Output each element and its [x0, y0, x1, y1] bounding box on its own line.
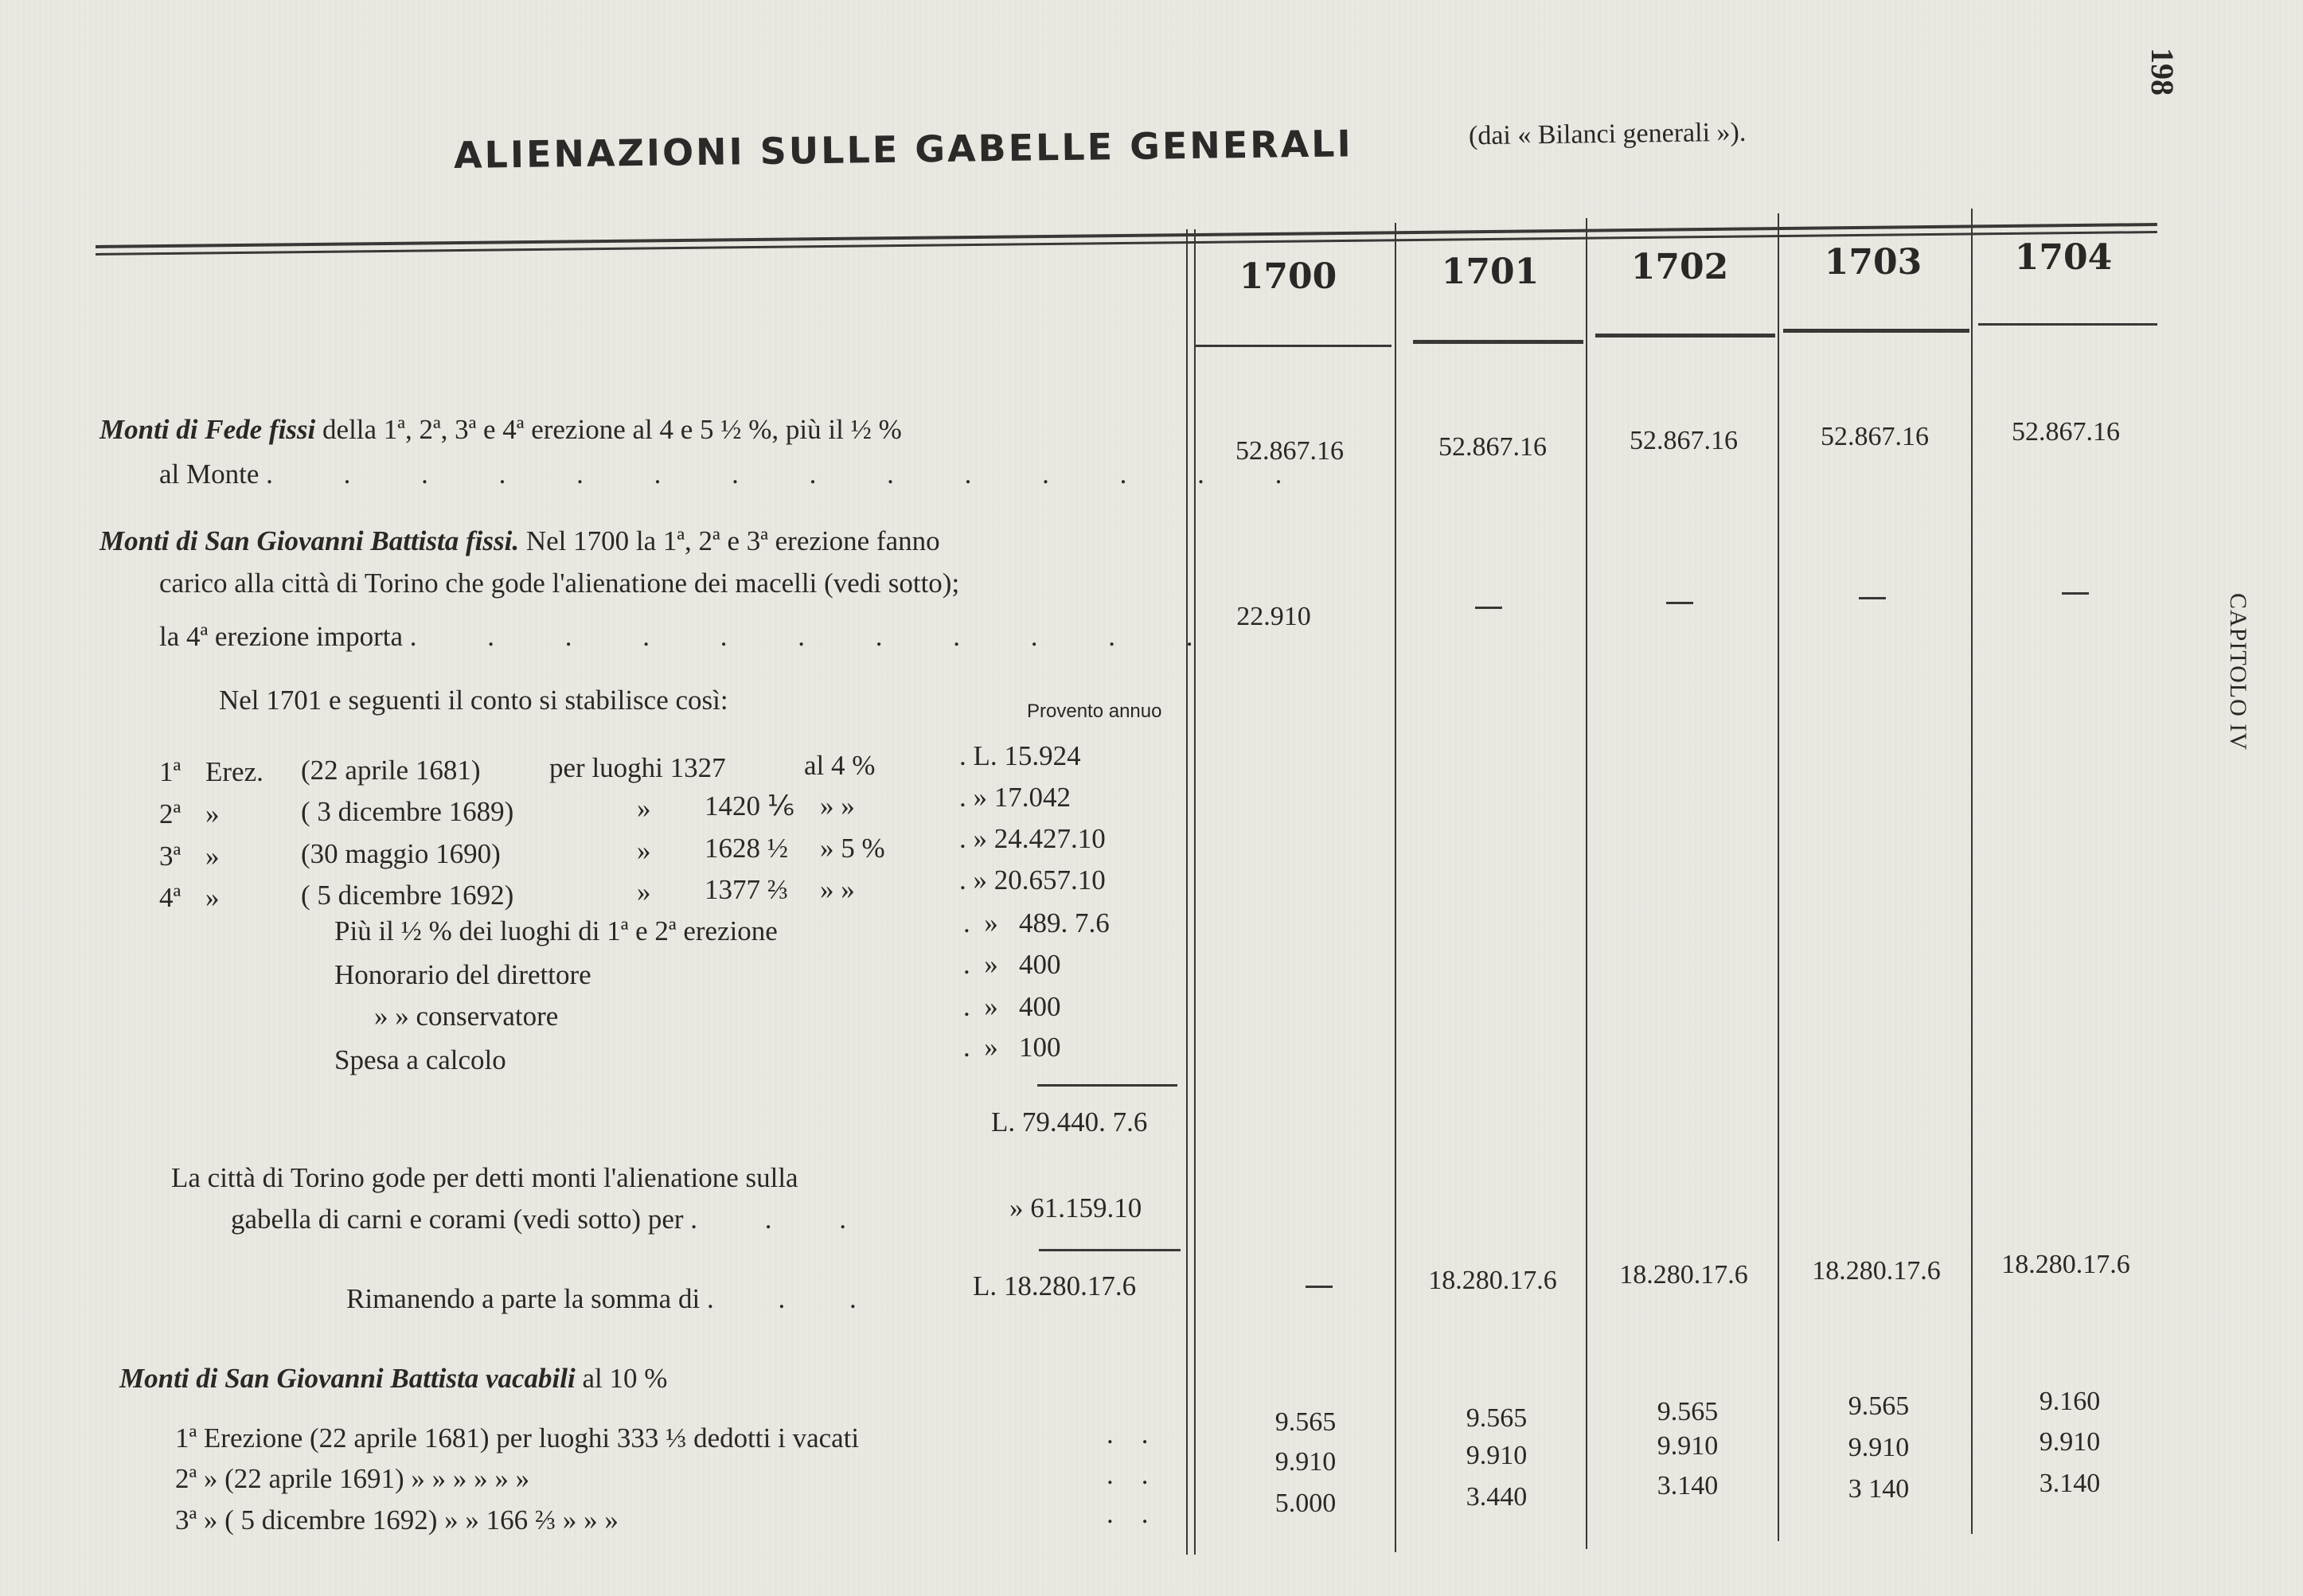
row-text: » [637, 835, 651, 866]
remaining-text: Rimanendo a parte la somma di [346, 1283, 701, 1314]
row-text: per luoghi 1327 [549, 752, 726, 783]
row-amount: . » 24.427.10 [959, 823, 1106, 854]
row-date: ( 3 dicembre 1689) [301, 796, 514, 827]
vacabili-3-1701: 3.440 [1466, 1482, 1528, 1512]
vacabili-2-1702: 9.910 [1657, 1431, 1719, 1461]
row-date: (22 aprile 1681) [301, 755, 481, 786]
subtotal-rule [1037, 1084, 1177, 1087]
monti-sgb-line3 [159, 621, 1225, 653]
row-rate: » » [820, 790, 855, 821]
row-ordinal: 3ª [159, 841, 182, 872]
remaining-1700-dash [1306, 1286, 1333, 1288]
remaining-1701: 18.280.17.6 [1428, 1266, 1557, 1295]
row-amount: . » 17.042 [959, 782, 1071, 813]
row-places: 1420 ⅙ [705, 790, 794, 821]
monti-sgb-1704-dash [2062, 592, 2089, 595]
column-divider-1702-1703 [1778, 213, 1779, 1541]
leader-dots: . . . . . . . . . . . . . . [266, 459, 1314, 490]
extra-spesa: Spesa a calcolo [334, 1044, 506, 1075]
leader-dots: . . . [706, 1283, 885, 1314]
amount: 489. 7.6 [1019, 907, 1110, 938]
row-ordinal: 2ª [159, 798, 182, 829]
vacabili-2-1704: 9.910 [2039, 1427, 2101, 1457]
torino-line1: La città di Torino gode per detti monti l'alienatione sulla [171, 1162, 798, 1193]
monti-fede-1702: 52.867.16 [1630, 426, 1738, 455]
remaining-1702: 18.280.17.6 [1619, 1260, 1748, 1290]
extra-conservatore-amount: . » 400 [963, 991, 1061, 1022]
column-divider-1700-1701 [1395, 223, 1396, 1552]
monti-sgb-1703-dash [1859, 597, 1886, 599]
vacabili-3-1704: 3.140 [2039, 1469, 2101, 1498]
monti-sgb-text1: Nel 1700 la 1ª, 2ª e 3ª erezione fanno [519, 525, 940, 556]
breakdown-total: L. 79.440. 7.6 [991, 1106, 1148, 1137]
torino-amount: » 61.159.10 [1009, 1192, 1142, 1223]
row-rate: » » [820, 874, 855, 905]
extra-direttore: Honorario del direttore [334, 959, 591, 990]
amount: 400 [1019, 949, 1061, 980]
monti-sgb-line2: carico alla città di Torino che gode l'alienatione dei macelli (vedi sotto); [159, 568, 960, 599]
year-underline-1700 [1196, 345, 1392, 347]
row-places: 1628 ½ [705, 833, 788, 864]
vacabili-heading-rest: al 10 % [575, 1363, 668, 1394]
extra-conservatore: » » conservatore [374, 1001, 559, 1032]
vacabili-heading-italic: Monti di San Giovanni Battista vacabili [119, 1363, 576, 1394]
vacabili-1-1704: 9.160 [2039, 1387, 2101, 1416]
vacabili-row-text: 3ª » ( 5 dicembre 1692) » » 166 ⅔ » » » [175, 1504, 619, 1536]
year-header-1704: 1704 [2014, 237, 2113, 278]
vacabili-3-1703: 3 140 [1848, 1474, 1910, 1504]
year-underline-1701 [1413, 340, 1583, 344]
torino-line2 [231, 1204, 876, 1235]
leader-dots: . . . . . . . . . . . [409, 621, 1225, 652]
remaining-1703: 18.280.17.6 [1812, 1256, 1941, 1286]
vacabili-heading [119, 1363, 667, 1395]
row-ordinal: 1ª [159, 756, 182, 787]
year-underline-1703 [1783, 329, 1969, 333]
monti-fede-label: al Monte [159, 459, 260, 490]
row-label: » [205, 882, 220, 913]
year-header-1702: 1702 [1630, 247, 1729, 287]
vacabili-row-text: 1ª Erezione (22 aprile 1681) per luoghi 333 ⅓ dedotti i vacati [175, 1422, 860, 1454]
monti-fede-1704: 52.867.16 [2012, 417, 2120, 447]
page-title: ALIENAZIONI SULLE GABELLE GENERALI [453, 122, 1354, 177]
chapter-label: CAPITOLO IV [2225, 593, 2251, 751]
column-divider-double-b [1194, 229, 1196, 1555]
page-subtitle: (dai « Bilanci generali »). [1468, 117, 1747, 151]
monti-fede-1703: 52.867.16 [1821, 422, 1929, 451]
row-label: » [205, 841, 220, 872]
leader-dots: . . [1107, 1418, 1149, 1450]
remaining-rule [1039, 1249, 1181, 1251]
vacabili-2-1703: 9.910 [1848, 1433, 1910, 1462]
extra-mezzo-percento: Più il ½ % dei luoghi di 1ª e 2ª erezione [334, 915, 778, 946]
extra-mezzo-percento-amount: . » 489. 7.6 [963, 907, 1110, 938]
monti-fede-text: della 1ª, 2ª, 3ª e 4ª erezione al 4 e 5 ½ %, più il ½ % [315, 414, 902, 445]
monti-fede-line1 [100, 414, 902, 446]
vacabili-3-1702: 3.140 [1657, 1471, 1719, 1500]
row-label: Erez. [205, 756, 263, 787]
vacabili-1-1701: 9.565 [1466, 1403, 1528, 1433]
row-amount: . » 20.657.10 [959, 864, 1106, 896]
row-date: ( 5 dicembre 1692) [301, 880, 514, 911]
column-divider-1703-1704 [1971, 209, 1973, 1534]
breakdown-intro: Nel 1701 e seguenti il conto si stabilisce così: [219, 685, 728, 716]
row-ordinal: 4ª [159, 882, 182, 913]
year-header-1700: 1700 [1239, 256, 1337, 297]
vacabili-2-1700: 9.910 [1274, 1447, 1337, 1477]
remaining-amount: L. 18.280.17.6 [973, 1270, 1137, 1301]
remaining-1704: 18.280.17.6 [2001, 1250, 2130, 1279]
torino-text: gabella di carni e corami (vedi sotto) per [231, 1204, 684, 1235]
monti-fede-line2 [159, 459, 1313, 490]
leader-dots: . . [1107, 1459, 1149, 1490]
extra-direttore-amount: . » 400 [963, 949, 1061, 980]
year-header-1701: 1701 [1441, 252, 1540, 292]
vacabili-2-1701: 9.910 [1466, 1441, 1528, 1470]
monti-fede-1701: 52.867.16 [1438, 432, 1547, 462]
monti-sgb-1701-dash [1475, 607, 1502, 609]
amount: 100 [1019, 1032, 1061, 1063]
monti-sgb-1702-dash [1666, 602, 1693, 604]
vacabili-1-1703: 9.565 [1848, 1391, 1910, 1421]
monti-fede-1700: 52.867.16 [1235, 436, 1344, 466]
vacabili-1-1702: 9.565 [1657, 1397, 1719, 1426]
year-underline-1702 [1595, 334, 1775, 338]
row-amount: . L. 15.924 [959, 740, 1081, 771]
leader-dots: . . [1107, 1498, 1149, 1529]
row-rate: al 4 % [804, 750, 876, 781]
year-underline-1704 [1978, 323, 2157, 326]
extra-spesa-amount: . » 100 [963, 1032, 1061, 1063]
amount: 400 [1019, 991, 1061, 1022]
page-number: 198 [2145, 48, 2180, 96]
vacabili-3-1700: 5.000 [1274, 1489, 1337, 1518]
column-divider-1701-1702 [1586, 218, 1587, 1549]
row-text: » [637, 793, 651, 824]
monti-sgb-1700: 22.910 [1236, 602, 1311, 631]
leader-dots: . . . [690, 1204, 877, 1235]
row-rate: » 5 % [820, 833, 885, 864]
row-text: » [637, 876, 651, 907]
year-header-1703: 1703 [1824, 242, 1922, 283]
row-label: » [205, 798, 220, 829]
remaining-label [346, 1283, 885, 1315]
row-places: 1377 ⅔ [705, 874, 788, 905]
vacabili-1-1700: 9.565 [1274, 1407, 1337, 1437]
row-date: (30 maggio 1690) [301, 838, 501, 869]
column-divider-double-a [1186, 229, 1188, 1555]
breakdown-column-header: Provento annuo [1027, 700, 1162, 722]
monti-sgb-text3: la 4ª erezione importa [159, 621, 404, 652]
monti-fede-heading: Monti di Fede fissi [100, 414, 316, 445]
vacabili-row-text: 2ª » (22 aprile 1691) » » » » » » [175, 1463, 530, 1494]
monti-sgb-line1 [100, 525, 940, 557]
monti-sgb-heading: Monti di San Giovanni Battista fissi. [100, 525, 520, 556]
